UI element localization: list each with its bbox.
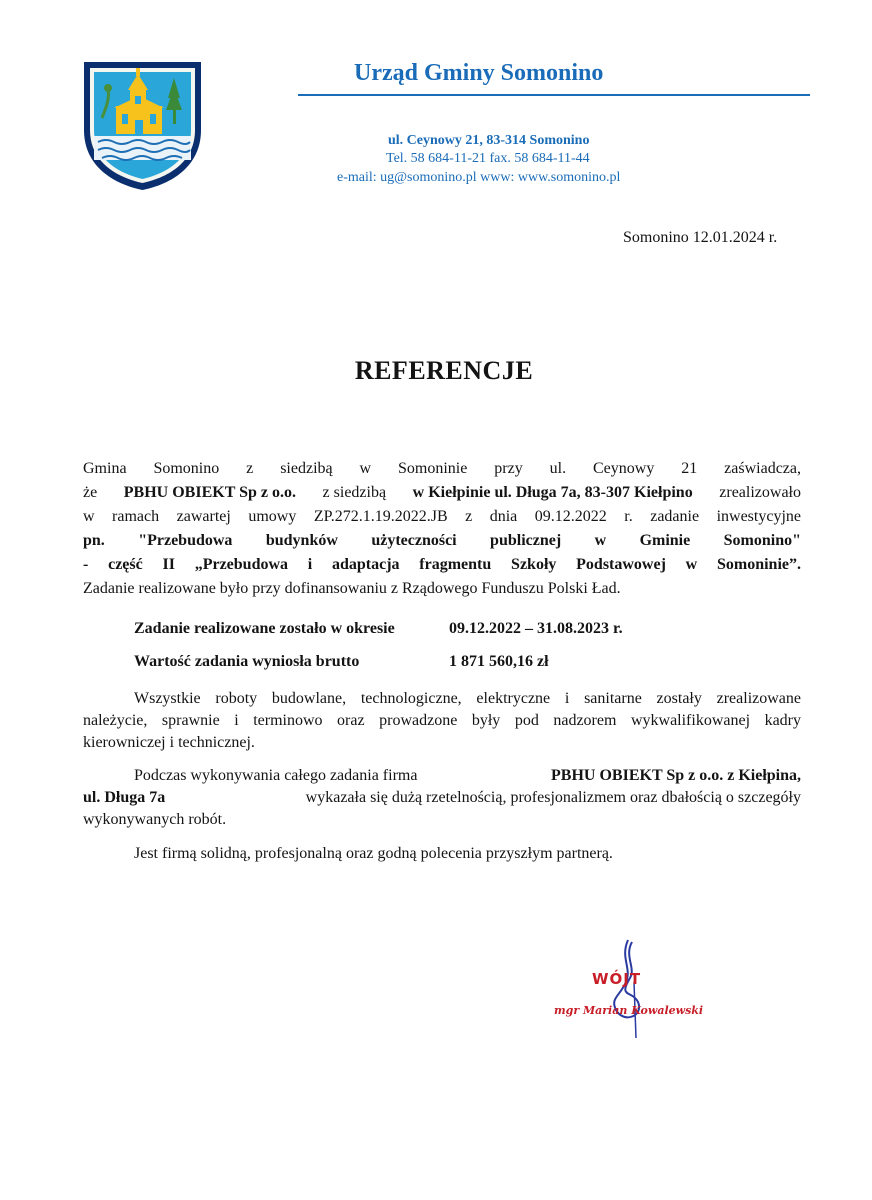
paragraph-line: kierowniczej i technicznej. — [83, 734, 255, 751]
signature-stamp — [540, 938, 740, 1048]
paragraph-line: Gmina Somonino z siedzibą w Somoninie przy ul. Ceynowy 21 zaświadcza, — [83, 460, 801, 477]
text-span: z siedzibą — [322, 484, 387, 501]
paragraph-line: - część II „Przebudowa i adaptacja fragmentu Szkoły Podstawowej w Somoninie”. — [83, 556, 801, 573]
period-label: Zadanie realizowane zostało w okresie — [134, 620, 395, 637]
document-title: REFERENCJE — [354, 356, 534, 385]
header-divider — [298, 94, 810, 96]
text-span: Podczas wykonywania całego zadania firma — [134, 767, 418, 784]
stamp-title: WÓJT — [592, 970, 642, 988]
paragraph-line: należycie, sprawnie i terminowo oraz prowadzone były pod nadzorem wykwalifikowanej kadry — [83, 712, 801, 729]
paragraph-line: Zadanie realizowane było przy dofinansowaniu z Rządowego Funduszu Polski Ład. — [83, 580, 621, 597]
phone-fax-line: Tel. 58 684-11-21 fax. 58 684-11-44 — [386, 151, 590, 166]
company-name: PBHU OBIEKT Sp z o.o. — [123, 484, 296, 501]
address-line: ul. Ceynowy 21, 83-314 Somonino — [388, 133, 590, 148]
paragraph-closing: Jest firmą solidną, profesjonalną oraz godną polecenia przyszłym partnerą. — [134, 845, 613, 862]
text-span: zrealizowało — [719, 484, 801, 501]
paragraph-line — [134, 767, 801, 785]
text-span: wykazała się dużą rzetelnością, profesjonalizmem oraz dbałością o szczegóły — [305, 789, 801, 806]
value-amount: 1 871 560,16 zł — [449, 653, 549, 670]
paragraph-line: wykonywanych robót. — [83, 811, 227, 828]
company-address: w Kiełpinie ul. Długa 7a, 83-307 Kiełpino — [412, 484, 693, 501]
paragraph-line — [83, 481, 801, 505]
company-name: PBHU OBIEKT Sp z o.o. z Kiełpina, — [551, 767, 801, 784]
value-label: Wartość zadania wyniosła brutto — [134, 653, 360, 670]
paragraph-line: pn. "Przebudowa budynków użyteczności publicznej w Gminie Somonino" — [83, 532, 801, 549]
paragraph-line: w ramach zawartej umowy ZP.272.1.19.2022.JB z dnia 09.12.2022 r. zadanie inwestycyjne — [83, 508, 801, 525]
organization-name: Urząd Gminy Somonino — [354, 60, 604, 86]
coat-of-arms-logo — [80, 58, 205, 193]
place-and-date: Somonino 12.01.2024 r. — [623, 229, 778, 246]
company-street: ul. Długa 7a — [83, 789, 166, 806]
paragraph-line: Wszystkie roboty budowlane, technologiczne, elektryczne i sanitarne zostały zrealizowane — [134, 690, 801, 707]
paragraph-intro — [83, 457, 801, 601]
email-www-line: e-mail: ug@somonino.pl www: www.somonino.pl — [337, 170, 621, 185]
stamp-name: mgr Marian Kowalewski — [554, 1004, 704, 1017]
text-span: że — [83, 484, 98, 501]
paragraph-line — [83, 789, 801, 807]
period-value: 09.12.2022 – 31.08.2023 r. — [449, 620, 623, 637]
